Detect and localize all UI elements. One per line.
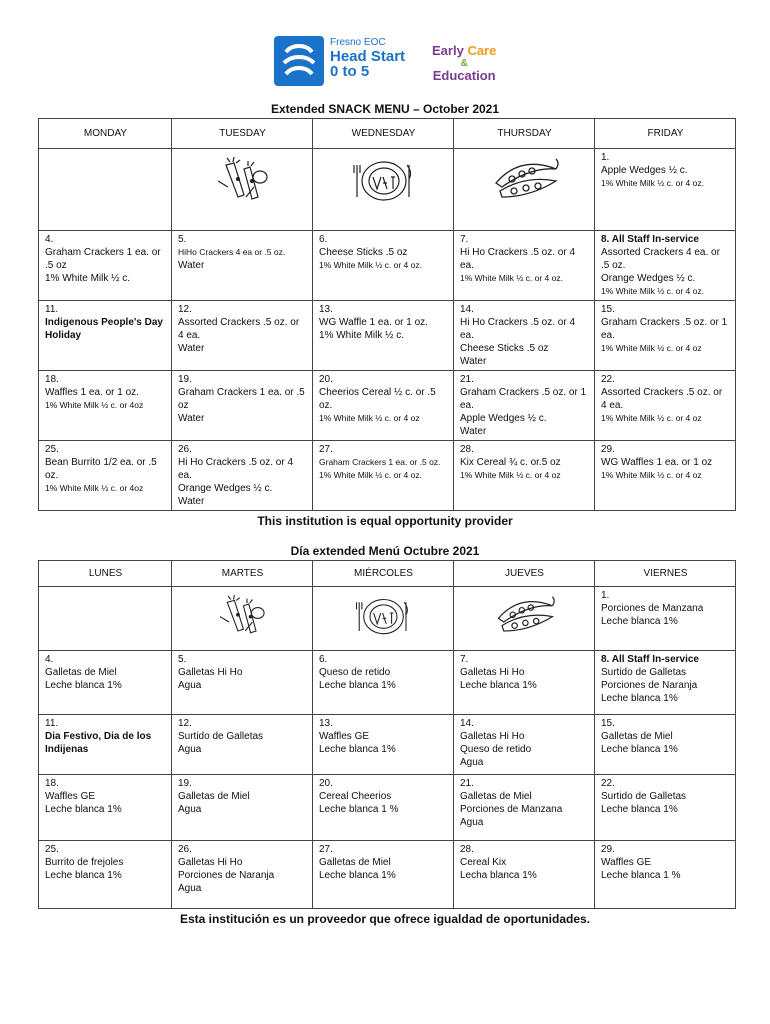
day-number: 5. — [178, 234, 187, 245]
day-number: 26. — [178, 444, 192, 455]
menu-item: WG Waffles 1 ea. or 1 oz — [601, 457, 713, 468]
menu-day-cell — [595, 715, 736, 775]
day-number: 27. — [319, 444, 333, 455]
menu-item: Water — [178, 413, 205, 424]
menu-day-cell — [313, 775, 454, 841]
day-number: 25. — [45, 844, 59, 855]
day-number: 12. — [178, 304, 192, 315]
day-header: LUNES — [39, 561, 172, 587]
menu-item: Agua — [178, 804, 202, 815]
menu-item: 1% White Milk ½ c. or 4 oz — [601, 343, 702, 353]
week-row — [39, 371, 736, 441]
day-number: 15. — [601, 304, 615, 315]
menu-item: Waffles GE — [601, 857, 652, 868]
logo-line-1: Fresno EOC — [330, 37, 386, 48]
menu-item: Galletas Hi Ho — [178, 667, 243, 678]
menu-item: 1% White Milk ½ c. or 4oz — [45, 483, 144, 493]
menu-item: Bean Burrito 1/2 ea. or .5 oz. — [45, 457, 157, 481]
day-number: 28. — [460, 444, 474, 455]
day-number: 28. — [460, 844, 474, 855]
menu-item: Cheese Sticks .5 oz — [460, 343, 549, 354]
menu-item: Kix Cereal ¾ c. or.5 oz — [460, 457, 561, 468]
day-number: 14. — [460, 718, 474, 729]
menu-day-cell — [313, 301, 454, 371]
menu-item: Leche blanca 1% — [460, 680, 537, 691]
day-number: 8. All Staff In-service — [601, 234, 699, 245]
menu-day-cell — [595, 231, 736, 301]
early-care-wordmark — [432, 44, 496, 84]
menu-item: Leche blanca 1% — [319, 870, 396, 881]
menu-item: Porciones de Manzana — [601, 603, 704, 614]
day-number: 29. — [601, 844, 615, 855]
week-row — [39, 715, 736, 775]
menu-day-cell — [454, 651, 595, 715]
day-header: MONDAY — [39, 119, 172, 149]
menu-day-cell — [454, 587, 595, 651]
menu-item: Agua — [460, 817, 484, 828]
day-number: 27. — [319, 844, 333, 855]
menu-item: 1% White Milk ½ c. or 4 oz — [601, 470, 702, 480]
menu-item: Queso de retido — [460, 744, 532, 755]
menu-day-cell — [172, 441, 313, 511]
menu-day-cell — [454, 841, 595, 909]
week-row — [39, 149, 736, 231]
menu-day-cell — [454, 149, 595, 231]
menu-day-cell — [595, 651, 736, 715]
menu-day-cell — [595, 775, 736, 841]
menu-item: Water — [178, 343, 205, 354]
day-number: 12. — [178, 718, 192, 729]
menu-item: Graham Crackers .5 oz. or 1 ea. — [601, 317, 728, 341]
menu-item: 1% White Milk ½ c. or 4 oz. — [319, 260, 422, 270]
menu-item: HiHo Crackers 4 ea or .5 oz. — [178, 247, 286, 257]
day-number: 4. — [45, 654, 54, 665]
menu-day-cell — [39, 841, 172, 909]
menu-item: Cereal Cheerios — [319, 791, 392, 802]
menu-item: Leche blanca 1% — [601, 744, 678, 755]
english-footer: This institution is equal opportunity provider — [257, 514, 513, 528]
menu-item: 1% White Milk ½ c. or 4 oz — [319, 413, 420, 423]
menu-item: Galletas de Miel — [45, 667, 117, 678]
menu-day-cell — [313, 841, 454, 909]
menu-item: WG Waffle 1 ea. or 1 oz. — [319, 317, 428, 328]
menu-item: Assorted Crackers .5 oz. or 4 ea. — [601, 387, 723, 411]
ece-education: Education — [432, 68, 496, 84]
day-header: MIÉRCOLES — [313, 561, 454, 587]
pea-pods-clipart-icon — [493, 595, 556, 638]
menu-item: Indigenous People's Day Holiday — [45, 317, 163, 341]
menu-day-cell — [454, 301, 595, 371]
menu-item: Galletas de Miel — [178, 791, 250, 802]
menu-item: Assorted Crackers .5 oz. or 4 ea. — [178, 317, 300, 341]
menu-item: 1% White Milk ½ c. or 4 oz — [460, 470, 561, 480]
week-row — [39, 301, 736, 371]
menu-day-cell — [454, 371, 595, 441]
menu-item: 1% White Milk ½ c. — [45, 273, 131, 284]
menu-item: Cereal Kix — [460, 857, 507, 868]
week-row — [39, 587, 736, 651]
day-number: 11. — [45, 304, 59, 315]
menu-day-cell — [595, 587, 736, 651]
menu-item: Hi Ho Crackers .5 oz. or 4 ea. — [460, 247, 576, 271]
menu-item: 1% White Milk ½ c. or 4 oz. — [319, 470, 422, 480]
menu-day-cell — [39, 149, 172, 231]
menu-day-cell — [595, 149, 736, 231]
ece-care: Care — [467, 43, 497, 58]
day-header: WEDNESDAY — [313, 119, 454, 149]
day-number: 8. All Staff In-service — [601, 654, 699, 665]
menu-item: Leche blanca 1% — [601, 616, 678, 627]
menu-item: 1% White Milk ½ c. or 4oz — [45, 400, 144, 410]
week-row — [39, 441, 736, 511]
menu-day-cell — [313, 651, 454, 715]
menu-item: Leche blanca 1 % — [319, 804, 399, 815]
menu-day-cell — [454, 775, 595, 841]
menu-day-cell — [39, 231, 172, 301]
menu-item: Graham Crackers 1 ea. or .5 oz — [178, 387, 305, 411]
menu-item: Surtido de Galletas — [178, 731, 264, 742]
eat-plate-clipart-icon — [352, 595, 415, 638]
menu-item: Galletas Hi Ho — [460, 667, 525, 678]
menu-item: 1% White Milk ½ c. or 4 oz. — [460, 273, 563, 283]
day-number: 6. — [319, 654, 328, 665]
menu-day-cell — [313, 715, 454, 775]
day-number: 18. — [45, 374, 59, 385]
menu-item: Water — [460, 356, 487, 367]
menu-day-cell — [172, 371, 313, 441]
day-number: 19. — [178, 778, 192, 789]
menu-item: Hi Ho Crackers .5 oz. or 4 ea. — [460, 317, 576, 341]
day-number: 11. — [45, 718, 59, 729]
menu-item: 1% White Milk ½ c. or 4 oz. — [601, 286, 704, 296]
logo-line-2: Head Start — [330, 47, 406, 65]
menu-item: Galletas de Miel — [319, 857, 391, 868]
menu-item: Agua — [460, 757, 484, 768]
english-menu-table — [38, 118, 736, 511]
menu-item: Apple Wedges ½ c. — [601, 165, 688, 176]
menu-day-cell — [313, 371, 454, 441]
day-header: TUESDAY — [172, 119, 313, 149]
menu-item: Galletas de Miel — [601, 731, 673, 742]
spanish-menu-title: Día extended Menú Octubre 2021 — [290, 544, 480, 558]
menu-item: Leche blanca 1% — [45, 804, 122, 815]
menu-item: Porciones de Naranja — [178, 870, 275, 881]
day-number: 20. — [319, 374, 333, 385]
menu-item: Apple Wedges ½ c. — [460, 413, 547, 424]
menu-day-cell — [39, 651, 172, 715]
menu-day-cell — [39, 441, 172, 511]
day-number: 5. — [178, 654, 187, 665]
menu-item: 1% White Milk ½ c. or 4 oz — [601, 413, 702, 423]
menu-item: Surtido de Galletas — [601, 791, 687, 802]
menu-day-cell — [172, 149, 313, 231]
spanish-footer: Esta institución es un proveedor que ofrece igualdad de oportunidades. — [179, 912, 591, 926]
week-row — [39, 231, 736, 301]
day-header: MARTES — [172, 561, 313, 587]
menu-day-cell — [172, 841, 313, 909]
day-number: 22. — [601, 778, 615, 789]
spanish-menu-table — [38, 560, 736, 909]
menu-item: Burrito de frejoles — [45, 857, 124, 868]
menu-item: Leche blanca 1% — [45, 680, 122, 691]
menu-day-cell — [39, 715, 172, 775]
menu-item: Water — [460, 426, 487, 437]
menu-item: Agua — [178, 883, 202, 894]
header-logo — [274, 36, 499, 88]
day-header: VIERNES — [595, 561, 736, 587]
menu-item: Orange Wedges ½ c. — [178, 483, 273, 494]
vegetables-clipart-icon — [208, 157, 278, 205]
day-number: 22. — [601, 374, 615, 385]
day-number: 7. — [460, 234, 469, 245]
menu-day-cell — [595, 841, 736, 909]
menu-item: Queso de retido — [319, 667, 391, 678]
menu-item: Porciones de Manzana — [460, 804, 563, 815]
week-row — [39, 775, 736, 841]
menu-day-cell — [454, 715, 595, 775]
menu-item: Graham Crackers 1 ea. or .5 oz. — [319, 457, 441, 467]
menu-day-cell — [313, 587, 454, 651]
english-day-header-row — [39, 119, 736, 149]
day-header: THURSDAY — [454, 119, 595, 149]
menu-item: Cheese Sticks .5 oz — [319, 247, 408, 258]
menu-item: 1% White Milk ½ c. or 4 oz. — [601, 178, 704, 188]
day-header: FRIDAY — [595, 119, 736, 149]
menu-day-cell — [172, 231, 313, 301]
menu-day-cell — [172, 715, 313, 775]
day-number: 25. — [45, 444, 59, 455]
day-number: 19. — [178, 374, 192, 385]
day-number: 4. — [45, 234, 54, 245]
day-number: 29. — [601, 444, 615, 455]
menu-item: Hi Ho Crackers .5 oz. or 4 ea. — [178, 457, 294, 481]
menu-day-cell — [313, 441, 454, 511]
day-number: 21. — [460, 374, 474, 385]
menu-day-cell — [39, 775, 172, 841]
english-menu-title: Extended SNACK MENU – October 2021 — [270, 102, 500, 116]
menu-item: Galletas Hi Ho — [178, 857, 243, 868]
spanish-day-header-row — [39, 561, 736, 587]
menu-day-cell — [595, 371, 736, 441]
day-number: 13. — [319, 304, 333, 315]
menu-day-cell — [454, 441, 595, 511]
menu-item: Cheerios Cereal ½ c. or .5 oz. — [319, 387, 436, 411]
day-number: 1. — [601, 590, 610, 601]
ece-amp: & — [460, 58, 468, 70]
day-number: 7. — [460, 654, 469, 665]
menu-item: Assorted Crackers 4 ea. or .5 oz. — [601, 247, 720, 271]
menu-item: Water — [178, 496, 205, 507]
menu-item: Waffles GE — [45, 791, 96, 802]
ece-early: Early — [432, 43, 464, 58]
day-header: JUEVES — [454, 561, 595, 587]
menu-item: Leche blanca 1% — [319, 744, 396, 755]
head-start-swirl-icon — [274, 36, 324, 86]
menu-item: Agua — [178, 744, 202, 755]
day-number: 6. — [319, 234, 328, 245]
menu-item: Leche blanca 1% — [45, 870, 122, 881]
menu-item: Waffles GE — [319, 731, 370, 742]
menu-day-cell — [313, 149, 454, 231]
menu-item: Leche blanca 1% — [319, 680, 396, 691]
head-start-wordmark — [330, 38, 405, 80]
menu-item: Porciones de Naranja — [601, 680, 698, 691]
day-number: 15. — [601, 718, 615, 729]
menu-item: Graham Crackers .5 oz. or 1 ea. — [460, 387, 587, 411]
menu-day-cell — [39, 301, 172, 371]
menu-day-cell — [39, 371, 172, 441]
menu-item: Orange Wedges ½ c. — [601, 273, 696, 284]
day-number: 20. — [319, 778, 333, 789]
logo-line-3: 0 to 5 — [330, 63, 370, 81]
menu-item: Waffles 1 ea. or 1 oz. — [45, 387, 139, 398]
menu-day-cell — [595, 441, 736, 511]
eat-plate-clipart-icon — [349, 157, 419, 205]
day-number: 1. — [601, 152, 610, 163]
pea-pods-clipart-icon — [490, 157, 560, 205]
menu-item: Dia Festivo, Dia de los Indijenas — [45, 731, 152, 755]
menu-day-cell — [595, 301, 736, 371]
menu-item: Water — [178, 260, 205, 271]
day-number: 14. — [460, 304, 474, 315]
menu-day-cell — [172, 651, 313, 715]
day-number: 21. — [460, 778, 474, 789]
menu-item: Galletas de Miel — [460, 791, 532, 802]
menu-item: Lecha blanca 1% — [460, 870, 537, 881]
week-row — [39, 841, 736, 909]
menu-day-cell — [313, 231, 454, 301]
menu-item: Agua — [178, 680, 202, 691]
menu-day-cell — [39, 587, 172, 651]
menu-item: Galletas Hi Ho — [460, 731, 525, 742]
menu-item: 1% White Milk ½ c. — [319, 330, 405, 341]
menu-day-cell — [172, 775, 313, 841]
day-number: 13. — [319, 718, 333, 729]
menu-item: Leche blanca 1% — [601, 804, 678, 815]
menu-item: Surtido de Galletas — [601, 667, 687, 678]
menu-item: Graham Crackers 1 ea. or .5 oz — [45, 247, 161, 271]
week-row — [39, 651, 736, 715]
menu-day-cell — [454, 231, 595, 301]
menu-item: Leche blanca 1% — [601, 693, 678, 704]
vegetables-clipart-icon — [211, 595, 274, 638]
menu-day-cell — [172, 587, 313, 651]
menu-day-cell — [172, 301, 313, 371]
day-number: 18. — [45, 778, 59, 789]
day-number: 26. — [178, 844, 192, 855]
menu-item: Leche blanca 1 % — [601, 870, 681, 881]
